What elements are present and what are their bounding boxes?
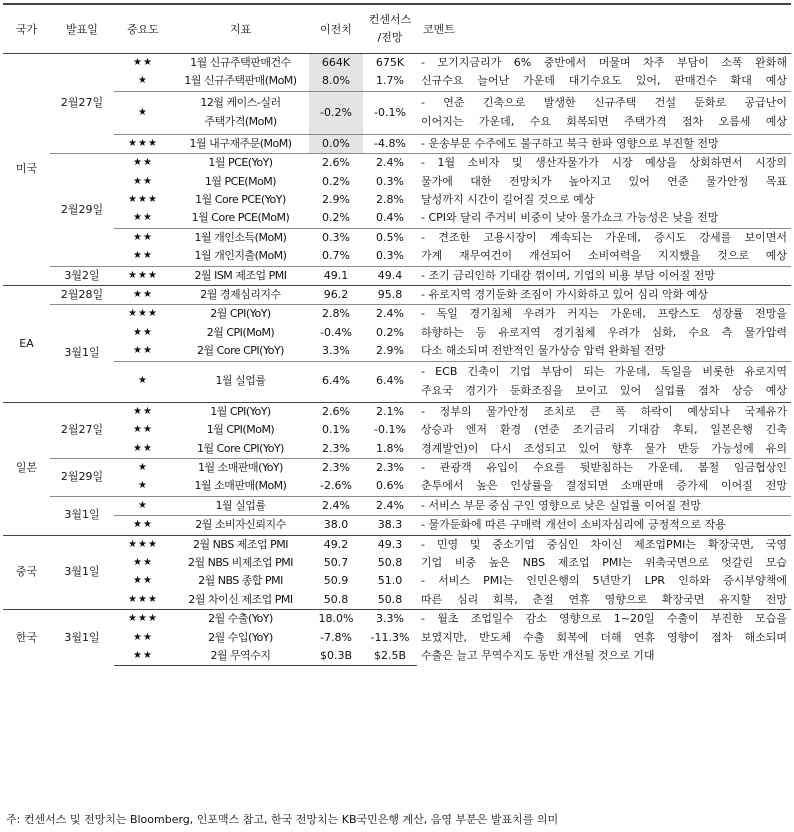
comment-cell — [417, 402, 791, 458]
comment-line: - ECB 긴축이 기업 부담이 되는 가운데, 독일을 비롯한 유로지역 — [421, 365, 787, 379]
consensus-cell: 2.3% — [363, 458, 417, 477]
indicator-cell: 2월 수입(YoY) — [208, 630, 273, 644]
importance-cell: ★★ — [133, 575, 153, 587]
indicator-cell: 1월 CPI(YoY) — [172, 402, 309, 421]
header-country: 국가 — [3, 4, 50, 54]
consensus-cell: -11.3% — [370, 630, 410, 644]
importance-cell: ★★★ — [114, 134, 172, 153]
consensus-cell: 51.0 — [377, 574, 403, 588]
indicator-cell: 1월 신규주택판매건수 — [172, 54, 309, 73]
table-row — [3, 228, 791, 247]
comment-line: 기업 비중 높은 NBS 제조업 PMI는 위축국면으로 엇갈린 모습 — [421, 555, 787, 569]
footnote: 주: 컨센서스 및 전망치는 Bloomberg, 인포맥스 참고, 한국 전망치는 KB국민은행 계산, 음영 부분은 발표치를 의미 — [6, 813, 559, 826]
previous-cell: -0.2% — [309, 91, 363, 134]
date-cell: 3월1일 — [50, 305, 114, 402]
comment-line: 경계발언)이 다시 조성되고 있어 향후 물가 반등 가능성에 유의 — [421, 441, 787, 455]
country-cell: 한국 — [3, 610, 50, 666]
table-row — [3, 266, 791, 285]
table-row — [3, 91, 791, 134]
indicator-cell: 1월 실업률 — [172, 361, 309, 402]
importance-cell: ★ — [114, 496, 172, 515]
previous-cell: 8.0% — [309, 72, 363, 91]
previous-cell: 6.4% — [309, 361, 363, 402]
comment-line: 가계 재무여건이 개선되어 소비여력을 지지했을 것으로 예상 — [421, 249, 787, 263]
indicator-cell: 1월 개인지출(MoM) — [194, 249, 287, 263]
previous-cell: 50.9 — [323, 574, 349, 588]
header-previous: 이전치 — [309, 4, 363, 54]
importance-cell: ★ — [114, 361, 172, 402]
country-cell: EA — [3, 286, 50, 403]
importance-cell: ★★ — [133, 250, 153, 262]
comment-cell — [417, 516, 791, 535]
table-row — [3, 572, 791, 590]
table-row — [3, 54, 791, 73]
comment-cell — [417, 496, 791, 515]
table-row — [3, 154, 791, 173]
comment-line: - 모기지금리가 6% 중반에서 머물며 차주 부담이 소폭 완화해 — [421, 56, 787, 69]
header-consensus-line1: 컨센서스 — [368, 12, 412, 26]
indicator-cell: 2월 소비자신뢰지수 — [172, 516, 309, 535]
indicator-cell: 1월 Core PCE(YoY) — [195, 193, 286, 207]
economic-calendar-table — [3, 3, 791, 666]
table-row — [3, 402, 791, 421]
importance-cell: ★★ — [114, 402, 172, 421]
consensus-cell: $2.5B — [363, 647, 417, 666]
consensus-cell: -0.1% — [363, 91, 417, 134]
previous-cell: 0.2% — [322, 211, 350, 225]
comment-line: 신규수요 늘어난 가운데 대기수요도 있어, 판매건수 확대 예상 — [421, 74, 787, 88]
comment-line: - 물가둔화에 따른 구매력 개선이 소비자심리에 긍정적으로 작용 — [421, 518, 726, 532]
indicator-cell: 1월 소매판매(YoY) — [172, 458, 309, 477]
previous-cell: 50.7 — [323, 555, 349, 569]
indicator-cell: 2월 수출(YoY) — [172, 610, 309, 629]
consensus-cell: 49.3 — [363, 535, 417, 554]
indicator-cell: 1월 Core PCE(MoM) — [191, 211, 290, 225]
importance-cell: ★ — [138, 480, 148, 492]
date-cell: 2월27일 — [50, 54, 114, 154]
consensus-cell: 675K — [363, 54, 417, 73]
indicator-cell: 2월 NBS 종합 PMI — [198, 574, 283, 588]
previous-cell: 3.3% — [322, 344, 350, 358]
table-row — [3, 610, 791, 629]
comment-line: 보였지만, 반도체 수출 회복에 더해 연휴 영향이 점차 해소되며 — [421, 630, 787, 644]
comment-line: - 유로지역 경기둔화 조짐이 가시화하고 있어 심리 악화 예상 — [421, 288, 708, 302]
consensus-cell: 2.9% — [376, 344, 404, 358]
previous-cell: 0.1% — [322, 423, 350, 437]
indicator-cell: 2월 CPI(MoM) — [206, 325, 275, 339]
comment-cell — [417, 572, 791, 609]
date-cell: 3월1일 — [50, 496, 114, 535]
comment-line: 하향하는 등 유로지역 경기침체 우려가 심화, 수요 측 물가압력 — [421, 325, 787, 339]
header-date: 발표일 — [50, 4, 114, 54]
consensus-cell: 2.4% — [363, 496, 417, 515]
header-consensus-line2: /전망 — [377, 31, 403, 44]
comment-line: - 견조한 고용시장이 계속되는 가운데, 증시도 강세를 보이면서 — [421, 230, 787, 244]
previous-cell: 0.2% — [322, 174, 350, 188]
comment-line: 물가에 대한 전망치가 높아지고 있어 연준 물가안정 목표 — [421, 174, 787, 188]
importance-cell: ★★ — [133, 212, 153, 224]
consensus-cell: -4.8% — [363, 134, 417, 153]
previous-cell: 0.0% — [309, 134, 363, 153]
previous-cell: 2.6% — [309, 402, 363, 421]
comment-cell — [417, 54, 791, 92]
comment-cell — [417, 458, 791, 496]
country-cell: 미국 — [3, 54, 50, 286]
comment-cell — [417, 134, 791, 153]
importance-cell: ★★★ — [128, 593, 158, 605]
table-row — [3, 516, 791, 535]
previous-cell: 664K — [309, 54, 363, 73]
comment-line: 주요국 경기가 둔화조짐을 보이고 있어 실업률 점차 상승 예상 — [421, 383, 787, 397]
indicator-cell: 1월 Core CPI(YoY) — [197, 441, 284, 455]
comment-cell — [417, 305, 791, 361]
comment-cell — [417, 286, 791, 305]
previous-cell: 2.4% — [309, 496, 363, 515]
consensus-cell: 2.4% — [363, 305, 417, 324]
comment-line: - 1월 소비자 및 생산자물가가 시장 예상을 상회하면서 시장의 — [421, 156, 787, 170]
previous-cell: 2.8% — [309, 305, 363, 324]
importance-cell: ★★ — [114, 54, 172, 73]
previous-cell: 50.8 — [323, 592, 349, 606]
previous-cell: 2.3% — [322, 441, 350, 455]
table-row — [3, 496, 791, 515]
header-comment: 코멘트 — [417, 4, 791, 54]
comment-line: - 조기 금리인하 기대감 꺾이며, 기업의 비용 부담 이어질 전망 — [421, 268, 715, 282]
comment-line: 이어지는 가운데, 수요 회복되면 주택가격 점차 오름세 예상 — [421, 114, 787, 128]
comment-cell — [417, 266, 791, 285]
table-row — [3, 134, 791, 153]
comment-cell — [417, 535, 791, 572]
consensus-cell: 3.3% — [363, 610, 417, 629]
indicator-cell: 1월 개인소득(MoM) — [172, 228, 309, 247]
consensus-cell: 50.8 — [377, 555, 403, 569]
country-cell: 일본 — [3, 402, 50, 535]
date-cell: 2월29일 — [50, 154, 114, 266]
indicator-cell: 2월 Core CPI(YoY) — [197, 344, 284, 358]
comment-cell — [417, 154, 791, 210]
comment-line: - 민영 및 중소기업 중심인 차이신 제조업PMI는 확장국면, 국영 — [421, 537, 787, 551]
comment-line: - 운송부문 수주에도 불구하고 북극 한파 영향으로 부진할 전망 — [421, 136, 719, 150]
comment-line: - 서비스 부문 중심 구인 영향으로 낮은 실업률 이어질 전망 — [421, 498, 701, 512]
indicator-cell: 1월 실업률 — [172, 496, 309, 515]
importance-cell: ★★ — [133, 424, 153, 436]
previous-cell: 96.2 — [309, 286, 363, 305]
previous-cell: -0.4% — [320, 325, 352, 339]
comment-line: 따른 심리 회복, 춘절 연휴 영향으로 확장국면 유지할 전망 — [421, 592, 787, 606]
country-cell: 중국 — [3, 535, 50, 610]
indicator-cell: 2월 CPI(YoY) — [172, 305, 309, 324]
importance-cell: ★ — [114, 458, 172, 477]
consensus-cell: 0.4% — [376, 211, 404, 225]
comment-line: - 서비스 PMI는 인민은행의 5년만기 LPR 인하와 증시부양책에 — [421, 574, 787, 588]
comment-line: 달성까지 시간이 길어질 것으로 예상 — [421, 193, 595, 207]
comment-line: - 관광객 유입이 수요를 뒷받침하는 가운데, 봄철 임금협상인 — [421, 460, 787, 474]
comment-line: - 정부의 물가안정 조치로 큰 폭 하락이 예상되나 국제유가 — [421, 404, 787, 418]
table-row — [3, 305, 791, 324]
table-row — [3, 361, 791, 402]
comment-cell — [417, 361, 791, 402]
table-row — [3, 286, 791, 305]
header-indicator: 지표 — [172, 4, 309, 54]
consensus-cell: 0.5% — [363, 228, 417, 247]
importance-cell: ★★★ — [128, 194, 158, 206]
date-cell: 2월27일 — [50, 402, 114, 458]
comment-line: 춘투에서 높은 인상률을 결정되면 소매판매 증가세 이어질 전망 — [421, 479, 787, 493]
consensus-cell: 0.3% — [376, 174, 404, 188]
date-cell: 2월29일 — [50, 458, 114, 496]
consensus-cell: 2.4% — [363, 154, 417, 173]
table-row — [3, 209, 791, 228]
comment-line: 상승과 엔저 환경 (연준 조기금리 기대감 후퇴, 일본은행 긴축 — [421, 423, 787, 437]
indicator-cell: 2월 경제심리지수 — [172, 286, 309, 305]
comment-line: - CPI와 달리 주거비 비중이 낮아 물가쇼크 가능성은 낮을 전망 — [421, 211, 719, 225]
date-cell: 3월1일 — [50, 535, 114, 610]
previous-cell: -2.6% — [320, 479, 352, 493]
comment-cell — [417, 610, 791, 666]
previous-cell: 49.2 — [309, 535, 363, 554]
table-row — [3, 535, 791, 554]
consensus-cell: 50.8 — [377, 592, 403, 606]
importance-cell: ★★ — [133, 326, 153, 338]
indicator-line: 주택가격(MoM) — [204, 114, 277, 128]
previous-cell: 2.9% — [322, 193, 350, 207]
indicator-line: 12월 케이스-실러 — [200, 96, 281, 110]
importance-cell: ★★ — [114, 228, 172, 247]
importance-cell: ★★ — [133, 556, 153, 568]
previous-cell: 0.7% — [322, 249, 350, 263]
importance-cell: ★★ — [133, 175, 153, 187]
consensus-cell: 2.1% — [363, 402, 417, 421]
consensus-cell: 49.4 — [363, 266, 417, 285]
previous-cell: 49.1 — [309, 266, 363, 285]
importance-cell: ★★ — [114, 516, 172, 535]
previous-cell: 0.3% — [309, 228, 363, 247]
consensus-cell: 1.7% — [376, 74, 404, 88]
comment-cell — [417, 228, 791, 266]
previous-cell: 18.0% — [309, 610, 363, 629]
previous-cell: -7.8% — [320, 630, 352, 644]
importance-cell: ★ — [114, 91, 172, 134]
indicator-cell: 1월 소매판매(MoM) — [194, 479, 287, 493]
consensus-cell: 0.6% — [376, 479, 404, 493]
comment-cell — [417, 209, 791, 228]
previous-cell: 2.3% — [309, 458, 363, 477]
consensus-cell: 2.8% — [376, 193, 404, 207]
indicator-cell: 2월 무역수지 — [172, 647, 309, 666]
importance-cell: ★★★ — [114, 266, 172, 285]
importance-cell: ★★ — [114, 286, 172, 305]
date-cell: 3월1일 — [50, 610, 114, 666]
indicator-cell: 2월 ISM 제조업 PMI — [172, 266, 309, 285]
date-cell: 3월2일 — [50, 266, 114, 285]
importance-cell: ★★ — [133, 631, 153, 643]
indicator-cell: 2월 NBS 제조업 PMI — [172, 535, 309, 554]
comment-line: - 연준 긴축으로 발생한 신규주택 건설 둔화로 공급난이 — [421, 96, 787, 110]
consensus-cell: 0.3% — [376, 249, 404, 263]
indicator-cell: 1월 내구재주문(MoM) — [172, 134, 309, 153]
consensus-cell: 0.2% — [376, 325, 404, 339]
consensus-cell: -0.1% — [374, 423, 406, 437]
consensus-cell: 1.8% — [376, 441, 404, 455]
importance-cell: ★★ — [114, 647, 172, 666]
indicator-cell — [172, 91, 309, 134]
indicator-cell: 1월 PCE(MoM) — [204, 174, 277, 188]
table-row — [3, 458, 791, 477]
table-header-row — [3, 4, 791, 54]
comment-line: - 독일 경기침체 우려가 커지는 가운데, 프랑스도 성장률 전망을 — [421, 307, 787, 321]
header-importance: 중요도 — [114, 4, 172, 54]
importance-cell: ★★ — [133, 345, 153, 357]
comment-cell — [417, 91, 791, 134]
date-cell: 2월28일 — [50, 286, 114, 305]
indicator-cell: 2월 NBS 비제조업 PMI — [187, 555, 294, 569]
importance-cell: ★★ — [114, 154, 172, 173]
comment-line: 수출은 늘고 무역수지도 동반 개선될 것으로 기대 — [421, 649, 655, 663]
importance-cell: ★★★ — [114, 305, 172, 324]
importance-cell: ★ — [138, 75, 148, 87]
consensus-cell: 38.3 — [363, 516, 417, 535]
consensus-cell: 6.4% — [363, 361, 417, 402]
previous-cell: 38.0 — [309, 516, 363, 535]
importance-cell: ★★★ — [114, 535, 172, 554]
header-consensus — [363, 4, 417, 54]
indicator-cell: 1월 PCE(YoY) — [172, 154, 309, 173]
comment-line: - 월초 조업일수 감소 영향으로 1~20일 수출이 부진한 모습을 — [421, 612, 787, 626]
previous-cell: $0.3B — [309, 647, 363, 666]
importance-cell: ★★ — [133, 442, 153, 454]
previous-cell: 2.6% — [309, 154, 363, 173]
indicator-cell: 1월 CPI(MoM) — [206, 423, 275, 437]
comment-line: 다소 해소되며 전반적인 물가상승 압력 완화될 전망 — [421, 344, 666, 358]
indicator-cell: 1월 신규주택판매(MoM) — [184, 74, 297, 88]
consensus-cell: 95.8 — [363, 286, 417, 305]
indicator-cell: 2월 차이신 제조업 PMI — [188, 592, 293, 606]
importance-cell: ★★★ — [114, 610, 172, 629]
